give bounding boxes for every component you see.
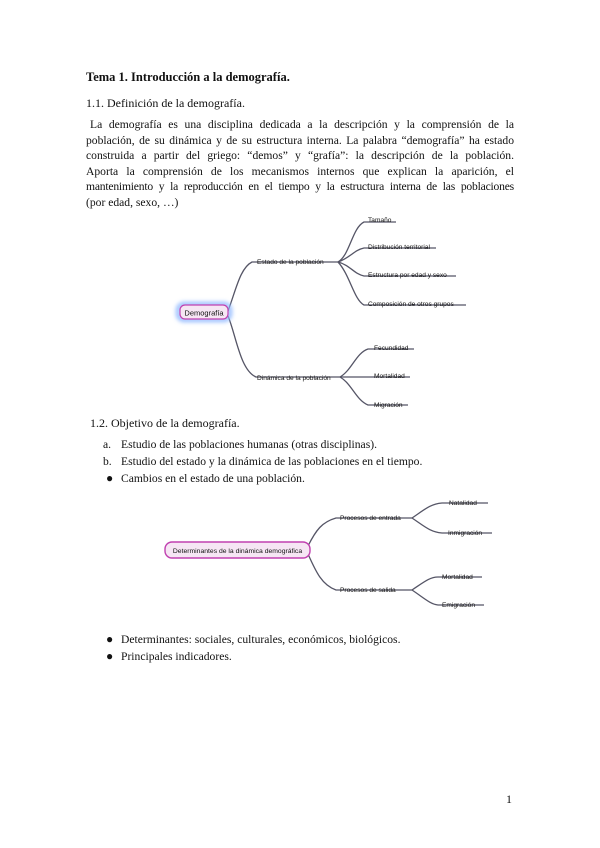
bullet-icon: ● bbox=[106, 471, 114, 485]
list-marker: a. bbox=[103, 438, 112, 451]
paragraph-line: La demografía es una disciplina dedicada a la descripción y la comprensión de la bbox=[90, 118, 514, 131]
list-item-text: Determinantes: sociales, culturales, económicos, biológicos. bbox=[121, 633, 401, 646]
mindmap1-leaf: Mortalidad bbox=[374, 373, 405, 380]
bullet-icon: ● bbox=[106, 632, 114, 646]
mindmap2-leaf: Natalidad bbox=[449, 500, 477, 507]
mindmap1-root bbox=[178, 304, 230, 320]
mindmap1-leaf: Composición de otros grupos bbox=[368, 301, 454, 308]
mindmap1-branch-estado: Estado de la población bbox=[257, 259, 324, 266]
list-marker: b. bbox=[103, 455, 112, 468]
list-item bbox=[103, 455, 423, 468]
mindmap1-root-label: Demografía bbox=[184, 308, 224, 318]
paragraph-line: (por edad, sexo, …) bbox=[86, 195, 179, 209]
mindmap2-branch-salida: Procesos de salida bbox=[340, 587, 396, 594]
paragraph-line: población, de su dinámica y de su estructura interna. La palabra “demografía” ha estado bbox=[86, 133, 514, 147]
bullet-icon: ● bbox=[106, 649, 114, 663]
paragraph-line: Aporta la comprensión de los mecanismos internos que explican la aparición, el bbox=[86, 164, 514, 178]
page-number: 1 bbox=[506, 792, 512, 806]
page-title: Tema 1. Introducción a la demografía. bbox=[86, 70, 290, 84]
list-item bbox=[106, 471, 305, 485]
mindmap1-leaf: Estructura por edad y sexo bbox=[368, 272, 447, 279]
list-item bbox=[106, 649, 232, 663]
mindmap1-branch-dinamica: Dinámica de la población bbox=[257, 375, 331, 382]
mindmap1-leaf: Fecundidad bbox=[374, 345, 409, 352]
list-item-text: Principales indicadores. bbox=[121, 650, 232, 663]
mindmap2-branch-entrada: Procesos de entrada bbox=[340, 515, 401, 522]
mindmap2-leaf: Mortalidad bbox=[442, 574, 473, 581]
list-item-text: Estudio de las poblaciones humanas (otras disciplinas). bbox=[121, 438, 377, 451]
mindmap1-leaf: Tamaño bbox=[368, 217, 392, 224]
list-item-text: Cambios en el estado de una población. bbox=[121, 472, 305, 485]
list-item-text: Estudio del estado y la dinámica de las poblaciones en el tiempo. bbox=[121, 455, 423, 468]
paragraph-line: construida a partir del griego: “demos” y “grafía”: la descripción de la población. bbox=[86, 149, 514, 162]
mindmap2-leaf: Emigración bbox=[442, 602, 475, 609]
mindmap2-leaf: Inmigración bbox=[448, 530, 483, 537]
list-item bbox=[103, 438, 377, 451]
list-item bbox=[106, 632, 401, 646]
mindmap2-root bbox=[165, 542, 310, 558]
mindmap1-leaf: Migración bbox=[374, 402, 403, 409]
mindmap1-leaf: Distribución territorial bbox=[368, 244, 430, 251]
mindmap2-root-label: Determinantes de la dinámica demográfica bbox=[172, 548, 303, 555]
section-heading-objetivo: 1.2. Objetivo de la demografía. bbox=[90, 416, 240, 430]
paragraph-line: mantenimiento y la reproducción en el tiempo y la estructura interna de las poblaciones bbox=[86, 180, 514, 193]
section-heading-definition: 1.1. Definición de la demografía. bbox=[86, 96, 245, 110]
